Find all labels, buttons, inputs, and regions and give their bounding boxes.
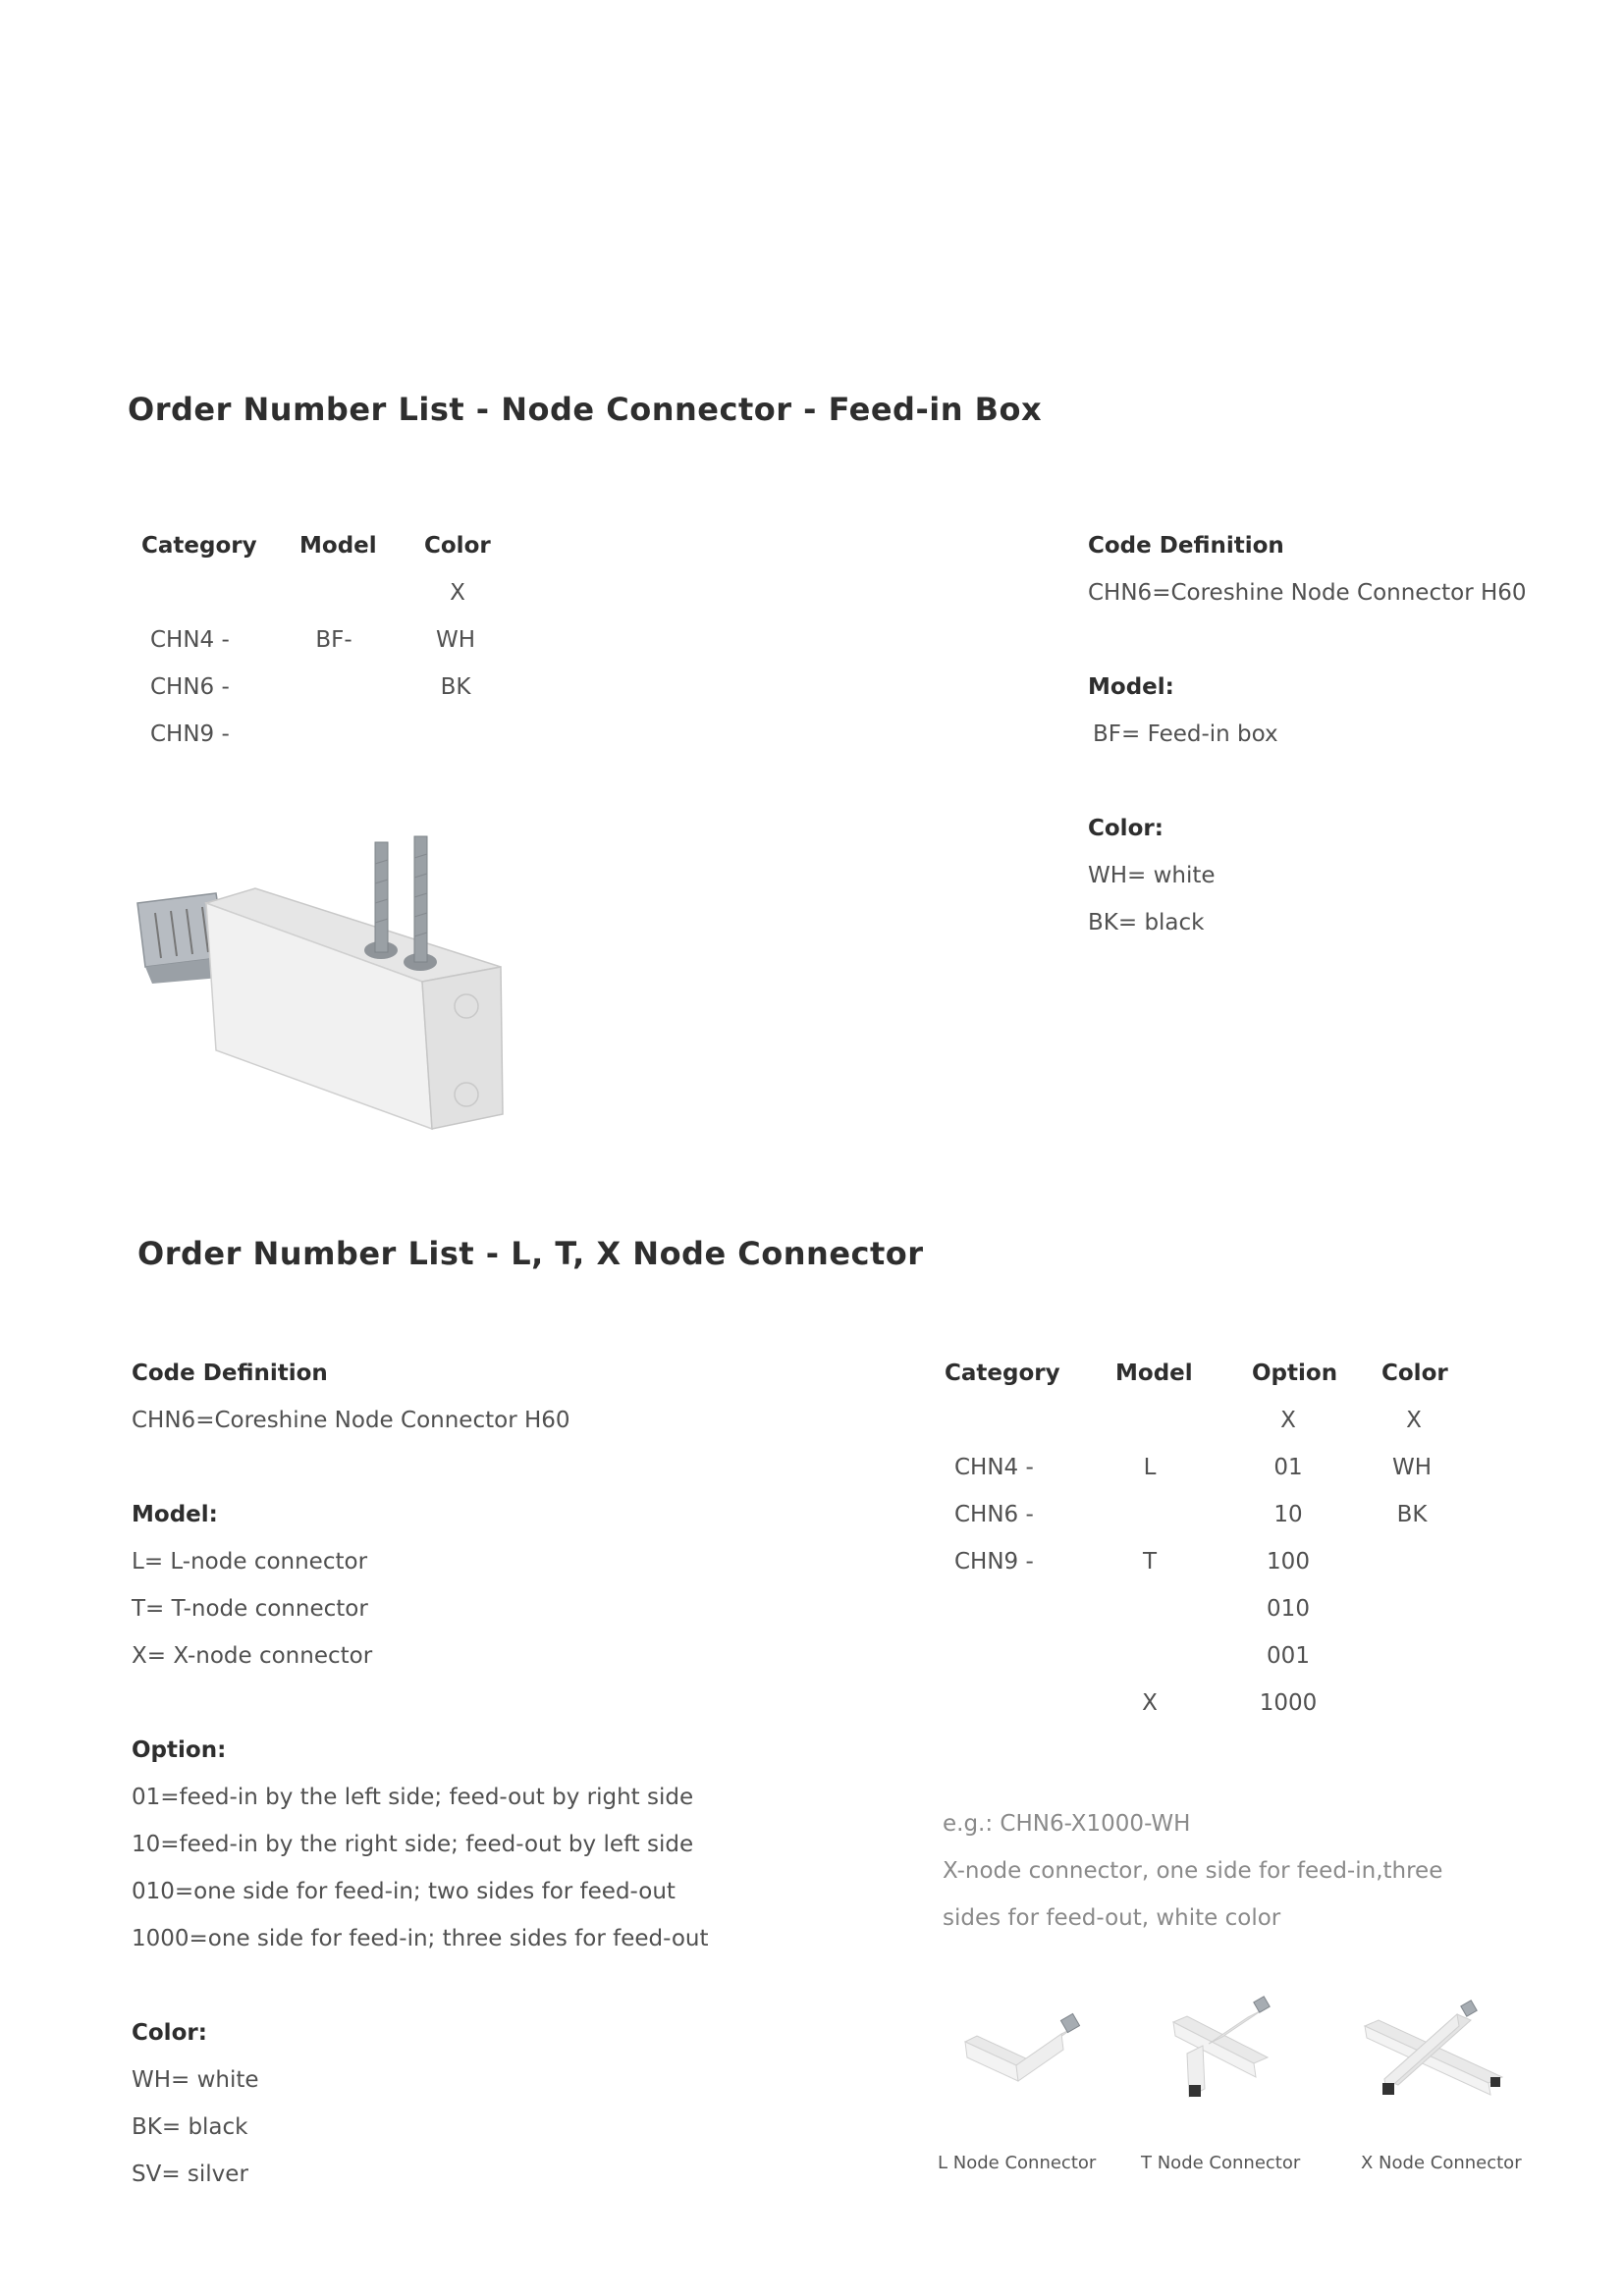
option-cell: 100 [1267,1549,1310,1575]
color-definition: WH= white [1088,863,1216,888]
option-cell: 01 [1273,1455,1303,1480]
option-heading: Option: [132,1737,227,1763]
example-description: sides for feed-out, white color [943,1905,1281,1931]
option-placeholder: X [1280,1408,1296,1433]
color-cell: BK [1396,1502,1428,1527]
option-definition: 010=one side for feed-in; two sides for feed-out [132,1879,676,1904]
color-heading: Color: [1088,816,1164,841]
model-definition: BF= Feed-in box [1093,721,1278,747]
model-cell: L [1143,1455,1157,1480]
l-node-connector-image [957,2002,1095,2091]
color-definition: BK= black [1088,910,1205,935]
option-definition: 1000=one side for feed-in; three sides for feed-out [132,1926,709,1951]
option-cell: 1000 [1259,1690,1318,1716]
col-header-model: Model [1115,1361,1193,1386]
color-placeholder: X [1406,1408,1422,1433]
section1-title: Order Number List - Node Connector - Feed-in Box [128,391,1043,428]
col-header-category: Category [945,1361,1060,1386]
col-header-option: Option [1252,1361,1338,1386]
category-cell: CHN4 - [150,627,230,653]
col-header-model: Model [299,533,377,559]
category-cell: CHN4 - [954,1455,1034,1480]
model-cell: X [1142,1690,1158,1716]
feed-in-box-image [128,834,511,1139]
model-heading: Model: [132,1502,218,1527]
option-definition: 10=feed-in by the right side; feed-out by left side [132,1832,694,1857]
code-definition-value: CHN6=Coreshine Node Connector H60 [132,1408,570,1433]
code-definition-heading: Code Definition [132,1361,328,1386]
t-node-caption: T Node Connector [1141,2153,1301,2173]
color-cell: BK [440,674,471,700]
color-definition: SV= silver [132,2162,248,2187]
color-cell: WH [1391,1455,1433,1480]
color-heading: Color: [132,2020,207,2046]
model-definition: X= X-node connector [132,1643,373,1669]
model-heading: Model: [1088,674,1174,700]
color-definition: WH= white [132,2067,259,2093]
option-definition: 01=feed-in by the left side; feed-out by right side [132,1785,694,1810]
option-cell: 10 [1273,1502,1303,1527]
example-description: X-node connector, one side for feed-in,three [943,1858,1443,1884]
code-definition-heading: Code Definition [1088,533,1284,559]
col-header-color: Color [1381,1361,1448,1386]
category-cell: CHN9 - [150,721,230,747]
option-cell: 001 [1267,1643,1310,1669]
model-cell: T [1142,1549,1158,1575]
example-code: e.g.: CHN6-X1000-WH [943,1811,1191,1837]
color-cell: WH [435,627,476,653]
model-definition: T= T-node connector [132,1596,368,1622]
x-node-caption: X Node Connector [1361,2153,1522,2173]
t-node-connector-image [1164,1993,1291,2110]
category-cell: CHN9 - [954,1549,1034,1575]
code-definition-value: CHN6=Coreshine Node Connector H60 [1088,580,1527,606]
color-placeholder: X [450,580,465,606]
model-definition: L= L-node connector [132,1549,368,1575]
color-definition: BK= black [132,2114,248,2140]
category-cell: CHN6 - [954,1502,1034,1527]
model-cell: BF- [315,627,352,653]
category-cell: CHN6 - [150,674,230,700]
section2-title: Order Number List - L, T, X Node Connector [137,1235,924,1272]
option-cell: 010 [1267,1596,1310,1622]
col-header-color: Color [424,533,491,559]
l-node-caption: L Node Connector [938,2153,1097,2173]
col-header-category: Category [141,533,257,559]
x-node-connector-image [1355,1993,1512,2110]
